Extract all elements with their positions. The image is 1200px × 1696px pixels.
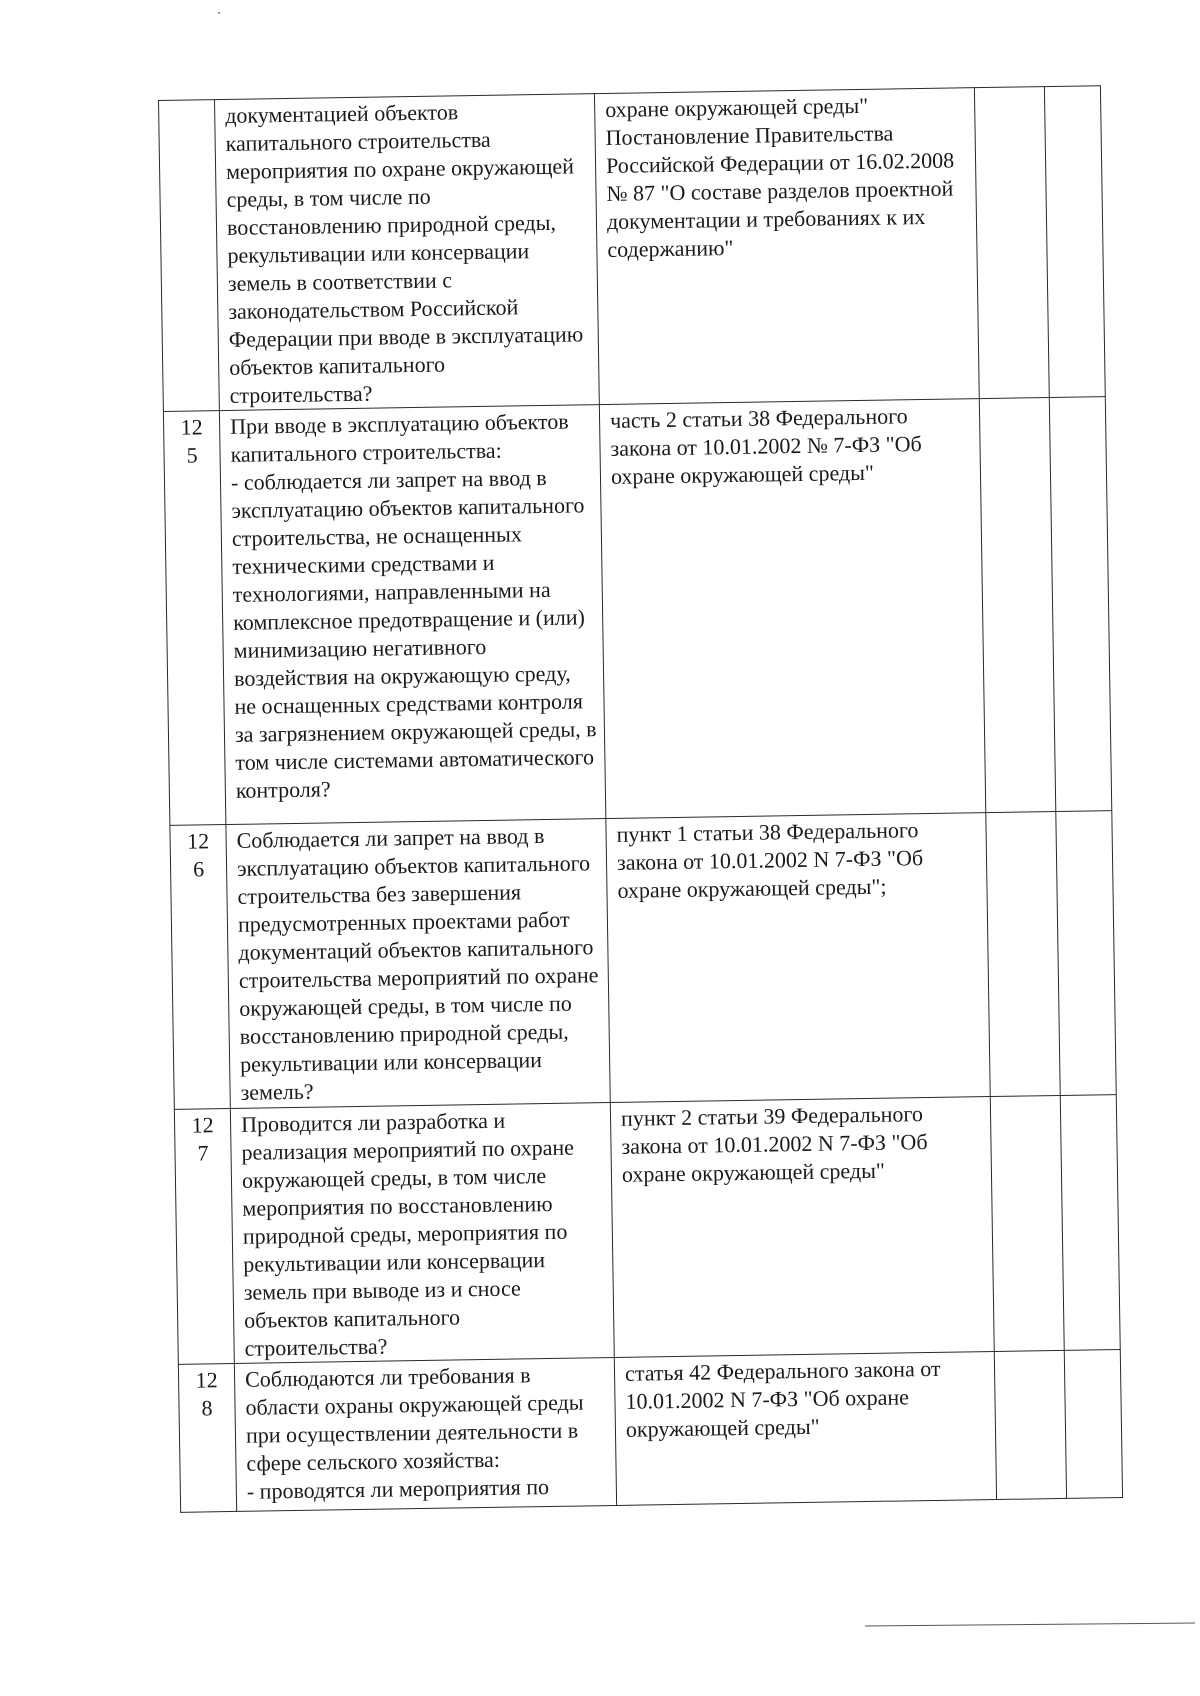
empty-cell — [986, 811, 1060, 1096]
reference-cell: часть 2 статьи 38 Федерального закона от 10.01.2002 № 7-ФЗ "Об охране окружающей среды" — [599, 399, 985, 819]
row-number-cell — [163, 411, 225, 826]
question-cell: При вводе в эксплуатацию объектов капитального строительства: - соблюдается ли запрет на ввод в эксплуатацию объектов капитального строительства, не оснащенных техническими средствами и технологиями, направленными на комплексное предотвращение и (или) минимизацию негативного воздействия на окружающую среду, не оснащенных средствами контроля за загрязнением окружающей среды, в том числе системами автоматического контроля? — [219, 405, 605, 825]
row-number-part: 12 — [186, 828, 210, 854]
reference-cell: охране окружающей среды" Постановление Правительства Российской Федерации от 16.02.2008 № 87 "О составе разделов проектной документации и требованиях к их содержанию" — [594, 88, 979, 405]
reference-cell: пункт 1 статьи 38 Федерального закона от 10.01.2002 N 7-ФЗ "Об охране окружающей среды"; — [606, 813, 990, 1103]
table-row — [159, 86, 1106, 412]
row-number-part: 12 — [191, 1112, 214, 1138]
question-cell: Соблюдается ли запрет на ввод в эксплуатацию объектов капитального строительства без завершения предусмотренных проектами работ документаций объектов капитального строительства мероприятий по охране окружающей среды, в том числе по восстановлению природной среды, рекультивации или консервации земель? — [226, 819, 610, 1109]
row-number-part — [161, 102, 212, 103]
table-row — [163, 397, 1111, 826]
question-cell: документацией объектов капитального строительства мероприятия по охране окружающей среды, в том числе по восстановлению природной среды, рекультивации или консервации земель в соответствии с законодательством Российской Федерации при вводе в эксплуатацию объектов капитального строительства? — [215, 94, 600, 411]
question-cell: Соблюдаются ли требования в области охраны окружающей среды при осуществлении деятельности в сфере сельского хозяйства: - проводятся ли мероприятия по — [234, 1357, 616, 1511]
question-cell: Проводится ли разработка и реализация мероприятий по охране окружающей среды, в том числе мероприятия по восстановлению природной среды, мероприятия по рекультивации или консервации земель при выводе из и сносе объектов капитального строительства? — [230, 1103, 614, 1364]
row-number-cell — [174, 1108, 234, 1364]
row-number-part: 12 — [180, 414, 203, 440]
signature-line — [865, 1623, 1195, 1627]
row-number-part: 12 — [195, 1367, 218, 1393]
row-number-part: 7 — [197, 1140, 209, 1166]
row-number-part: 8 — [201, 1395, 213, 1421]
row-number-cell — [159, 100, 220, 412]
reference-cell: пункт 2 статьи 39 Федерального закона от 10.01.2002 N 7-ФЗ "Об охране окружающей среды" — [610, 1097, 994, 1358]
empty-cell — [1044, 86, 1105, 398]
empty-cell — [974, 87, 1049, 399]
empty-cell — [979, 398, 1055, 813]
table-row — [170, 811, 1116, 1110]
checklist-table — [158, 85, 1123, 1513]
table-row — [174, 1095, 1120, 1365]
row-number-part: 5 — [186, 442, 198, 468]
empty-cell — [1056, 811, 1116, 1096]
row-number-part — [161, 102, 212, 103]
scan-speck — [218, 12, 220, 14]
empty-cell — [1064, 1350, 1122, 1499]
reference-cell: статья 42 Федерального закона от 10.01.2002 N 7-ФЗ "Об охране окружающей среды" — [614, 1352, 996, 1506]
row-number-cell — [178, 1363, 236, 1512]
row-number-part: 6 — [192, 856, 205, 882]
empty-cell — [1049, 397, 1111, 812]
table-row — [178, 1350, 1122, 1513]
document-page — [158, 85, 1122, 1513]
empty-cell — [994, 1350, 1066, 1499]
row-number-cell — [170, 825, 230, 1110]
empty-cell — [1060, 1095, 1120, 1351]
empty-cell — [990, 1095, 1064, 1351]
